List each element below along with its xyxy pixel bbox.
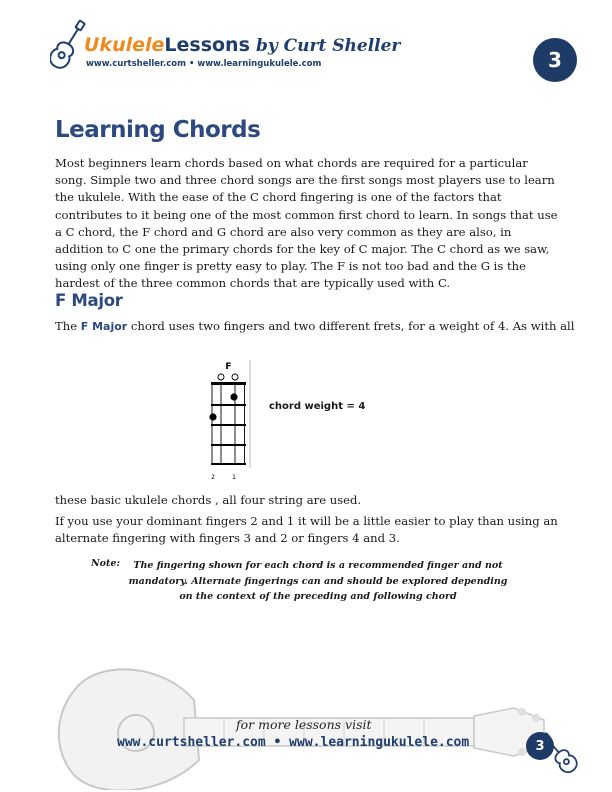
intro-paragraph: Most beginners learn chords based on what chords are required for a particular song. Simple two and three chord songs are the first songs most players use to learn the ukulele. With the ease of the C chord fingering is one of the factors that contributes to it being one of the most common first chord to learn. In songs that use a C chord, the F chord and G chord are also very common as they are also, in addition to C one the primary chords for the key of C major. The C chord as we saw, using only one finger is pretty easy to play. The F is not too bad and the G is the hardest of the three common chords that are typically used with C.	[55, 156, 558, 291]
open-string-marker	[232, 374, 238, 380]
footer-ukulele-icon	[540, 728, 580, 780]
footer-ukulele-illustration-icon	[44, 640, 594, 790]
footer-urls: www.curtsheller.com • www.learningukulele.com	[117, 735, 470, 750]
note-text: The fingering shown for each chord is a recommended finger and not mandatory. Alternate fingerings can and should be explored depending on the context of the preceding and following chord	[128, 560, 508, 602]
logo-word-ukulele: Ukulele	[84, 34, 165, 56]
note-label: Note:	[91, 558, 120, 569]
open-string-marker	[218, 374, 224, 380]
f-major-bold: F Major	[80, 320, 128, 333]
chord-weight-label: chord weight = 4	[269, 401, 366, 412]
section-heading-f-major: F Major	[55, 291, 123, 310]
f-major-description: The F Major chord uses two fingers and two different frets, for a weight of 4. As with all	[55, 319, 575, 333]
f-major-chord-diagram	[200, 356, 266, 484]
footer-visit-text: for more lessons visit	[236, 717, 372, 732]
logo-byline: by Curt Sheller	[255, 36, 401, 56]
footer-page-number-badge: 3	[526, 732, 554, 760]
logo-word-lessons: Lessons	[164, 34, 250, 56]
finger-dot	[230, 393, 237, 400]
finger-label: 2	[211, 474, 215, 481]
finger-dot	[209, 413, 216, 420]
logo-title	[84, 34, 400, 56]
page-title: Learning Chords	[55, 117, 261, 143]
ukulele-logo-icon	[50, 16, 86, 74]
header-urls: www.curtsheller.com • www.learningukulele.com	[86, 59, 322, 69]
page-number-badge: 3	[533, 38, 577, 82]
chord-name-label: F	[225, 362, 232, 372]
finger-label: 1	[232, 474, 236, 481]
f-major-continuation: these basic ukulele chords , all four string are used.	[55, 493, 362, 507]
fingering-paragraph: If you use your dominant fingers 2 and 1 it will be a little easier to play than using an alternate fingering with fingers 3 and 2 or fingers 4 and 3.	[55, 514, 558, 546]
